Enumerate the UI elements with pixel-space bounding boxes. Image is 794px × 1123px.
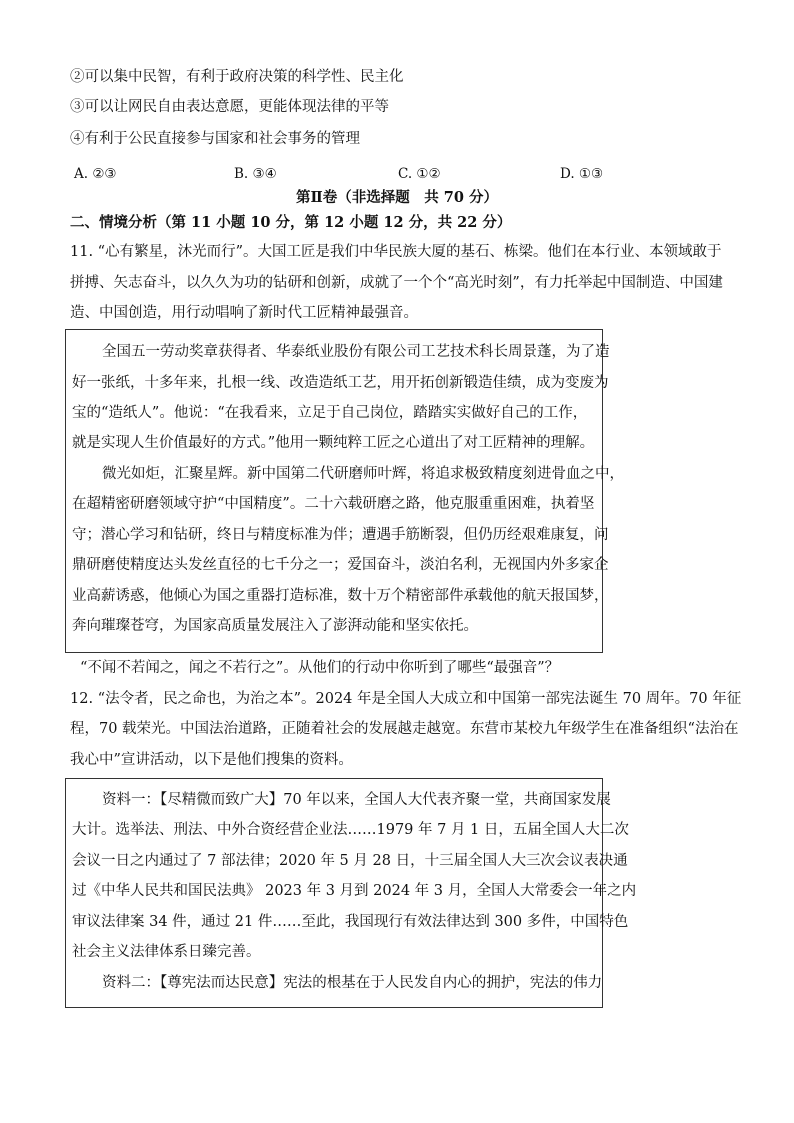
option-b[interactable]: B. ③④ <box>234 166 277 182</box>
q11-material-line-1: 全国五一劳动奖章获得者、华泰纸业股份有限公司工艺技术科长周景蓬，为了造 <box>102 344 610 360</box>
q12-material-line-5: 审议法律案 34 件，通过 21 件……至此，我国现行有效法律达到 300 多件，中国特色 <box>72 914 629 930</box>
q11-material-line-4: 就是实现人生价值最好的方式。”他用一颗纯粹工匠之心道出了对工匠精神的理解。 <box>72 435 595 451</box>
q11-question: “不闻不若闻之，闻之不若行之”。从他们的行动中你听到了哪些“最强音”？ <box>80 660 560 676</box>
q12-material-line-7: 资料二：【尊宪法而达民意】宪法的根基在于人民发自内心的拥护，宪法的伟力 <box>102 975 603 991</box>
q11-material-line-3: 宝的“造纸人”。他说：“在我看来，立足于自己岗位，踏踏实实做好自己的工作， <box>72 405 588 421</box>
q12-intro-line-1: 12. “法令者，民之命也，为治之本”。2024 年是全国人大成立和中国第一部宪法诞生 70 周年。70 年征 <box>70 691 742 707</box>
q12-material-line-2: 大计。选举法、刑法、中外合资经营企业法……1979 年 7 月 1 日，五届全国人大二次 <box>72 822 629 838</box>
q10-item-3: ③可以让网民自由表达意愿，更能体现法律的平等 <box>70 99 389 115</box>
q11-material-line-6: 在超精密研磨领域守护“中国精度”。二十六载研磨之路，他克服重重困难，执着坚 <box>72 496 595 512</box>
q12-material-line-3: 会议一日之内通过了 7 部法律；2020 年 5 月 28 日，十三届全国人大三次会议表决通 <box>72 853 628 869</box>
option-a[interactable]: A. ②③ <box>74 166 117 182</box>
part2-title: 第Ⅱ卷（非选择题 共 70 分） <box>296 189 498 206</box>
q11-material-line-2: 好一张纸，十多年来，扎根一线、改造造纸工艺，用开拓创新锻造佳绩，成为变废为 <box>72 375 609 391</box>
q12-intro-line-2: 程，70 载荣光。中国法治道路，正随着社会的发展越走越宽。东营市某校九年级学生在准备组织“法治在 <box>70 721 739 737</box>
q11-material-line-10: 奔向璀璨苍穹，为国家高质量发展注入了澎湃动能和坚实依托。 <box>72 618 478 634</box>
q10-item-2: ②可以集中民智，有利于政府决策的科学性、民主化 <box>70 69 404 85</box>
q12-material-line-4: 过《中华人民共和国民法典》 2023 年 3 月到 2024 年 3 月，全国人大常委会一年之内 <box>72 883 637 899</box>
q12-intro-line-3: 我心中”宣讲活动，以下是他们搜集的资料。 <box>70 752 353 768</box>
section-heading: 二、情境分析（第 11 小题 10 分，第 12 小题 12 分，共 22 分） <box>70 214 512 231</box>
q11-material-line-9: 业高薪诱惑，他倾心为国之重器打造标准，数十万个精密部件承载他的航天报国梦， <box>72 588 609 604</box>
q10-options <box>74 164 634 184</box>
q11-material-line-8: 鼎研磨使精度达头发丝直径的七千分之一；爱国奋斗，淡泊名利，无视国内外多家企 <box>72 557 609 573</box>
option-d[interactable]: D. ①③ <box>560 166 604 182</box>
q11-intro-line-2: 拼搏、矢志奋斗，以久久为功的钻研和创新，成就了一个个“高光时刻”，有力托举起中国制造、中国建 <box>70 275 723 291</box>
q12-material-line-6: 社会主义法律体系日臻完善。 <box>72 944 261 960</box>
q11-intro-line-3: 造、中国创造，用行动唱响了新时代工匠精神最强音。 <box>70 305 418 321</box>
option-c[interactable]: C. ①② <box>398 166 441 182</box>
q11-material-line-7: 守；潜心学习和钻研，终日与精度标准为伴；遭遇手筋断裂，但仍历经艰难康复，问 <box>72 527 609 543</box>
q12-material-line-1: 资料一：【尽精微而致广大】70 年以来，全国人大代表齐聚一堂，共商国家发展 <box>102 792 611 808</box>
q11-intro-line-1: 11. “心有繁星，沐光而行”。大国工匠是我们中华民族大厦的基石、栋梁。他们在本行业、本领域敢于 <box>70 244 722 260</box>
q10-item-4: ④有利于公民直接参与国家和社会事务的管理 <box>70 131 360 147</box>
q11-material-line-5: 微光如炬，汇聚星辉。新中国第二代研磨师叶辉，将追求极致精度刻进骨血之中， <box>102 466 624 482</box>
